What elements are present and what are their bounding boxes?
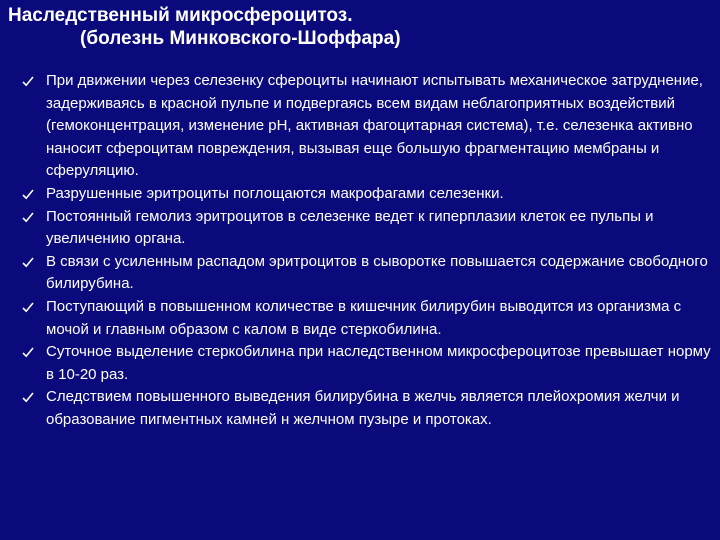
bullet-list — [22, 70, 712, 432]
bullet-text: Суточное выделение стеркобилина при наследственном микросфероцитозе превышает норму в 10-20 раз. — [46, 343, 711, 383]
slide-title-line-2: (болезнь Минковского-Шоффара) — [80, 28, 401, 49]
bullet-text: Поступающий в повышенном количестве в кишечник билирубин выводится из организма с мочой и главным образом с калом в виде стеркобилина. — [46, 297, 682, 338]
check-icon — [22, 183, 40, 205]
check-icon — [22, 386, 40, 408]
check-icon-svg — [22, 302, 34, 313]
check-icon-svg — [22, 189, 34, 200]
check-icon-svg — [22, 392, 34, 403]
slide-title — [8, 4, 708, 50]
check-icon-svg — [22, 347, 34, 358]
bullet-text: Постоянный гемолиз эритроцитов в селезенке ведет к гиперплазии клеток ее пульпы и увеличению органа. — [46, 207, 654, 248]
check-icon — [22, 341, 40, 363]
check-icon — [22, 70, 40, 92]
check-icon — [22, 296, 40, 318]
bullet-text: Разрушенные эритроциты поглощаются макрофагами селезенки. — [46, 184, 504, 202]
check-icon — [22, 251, 40, 273]
bullet-item — [22, 183, 712, 206]
check-icon — [22, 206, 40, 228]
bullet-text: Следствием повышенного выведения билирубина в желчь является плейохромия желчи и образование пигментных камней н желчном пузыре и протоках. — [46, 388, 680, 428]
bullet-item — [22, 296, 712, 341]
slide-title-line-1: Наследственный микросфероцитоз. — [8, 5, 353, 26]
check-icon-svg — [22, 212, 34, 223]
bullet-item — [22, 251, 712, 296]
check-icon-svg — [22, 76, 34, 87]
bullet-item — [22, 70, 712, 183]
bullet-text: В связи с усиленным распадом эритроцитов в сыворотке повышается содержание свободного билирубина. — [46, 252, 708, 293]
bullet-item — [22, 386, 712, 431]
bullet-text: При движении через селезенку сфероциты начинают испытывать механическое затруднение, задерживаясь в красной пульпе и подвергаясь всем видам неблагоприятных воздействий (гемоконцентрация, изменение pH, активная фагоцитарная система), т.е. селезенка активно наносит сфероцитам повреждения, вызывая еще большую фрагментацию мембраны и сферуляцию. — [46, 72, 703, 180]
bullet-item — [22, 206, 712, 251]
bullet-item — [22, 341, 712, 386]
check-icon-svg — [22, 257, 34, 268]
